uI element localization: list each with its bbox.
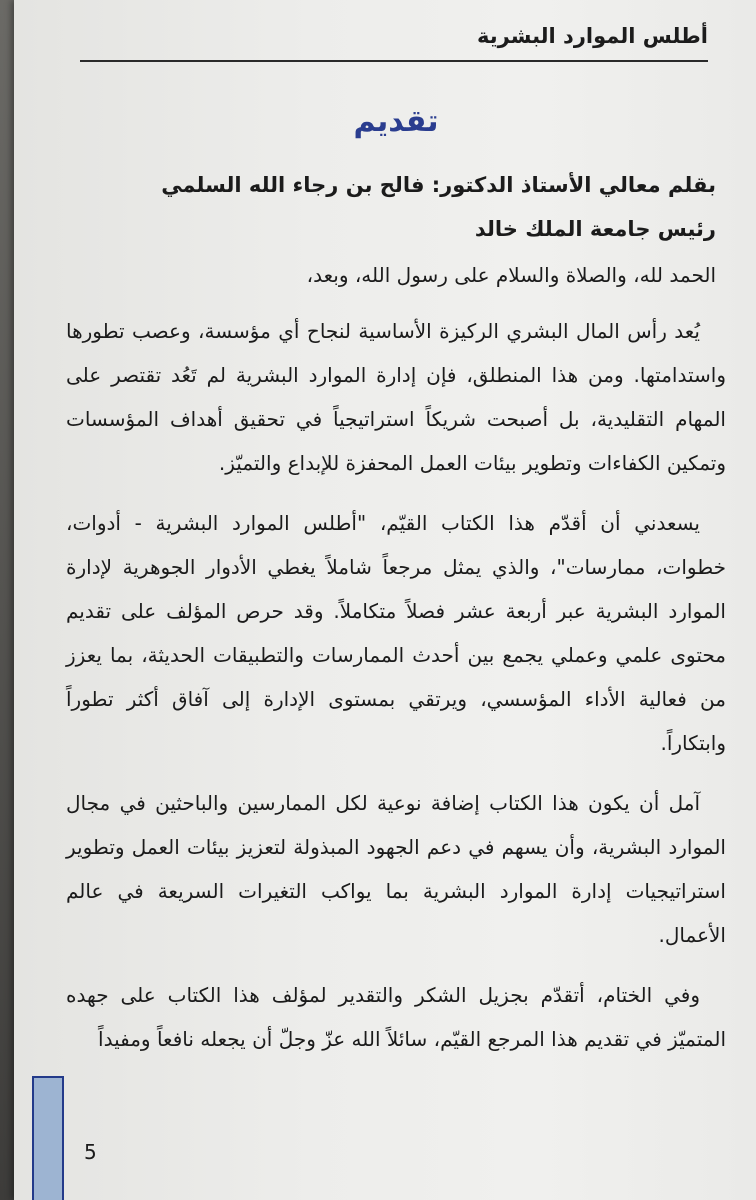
- page-heading: تقديم: [353, 104, 439, 139]
- paragraph-2: يسعدني أن أقدّم هذا الكتاب القيّم، "أطلس الموارد البشرية - أدوات، خطوات، ممارسات"، والذي يمثل مرجعاً شاملاً يغطي الأدوار الجوهرية لإدارة الموارد البشرية عبر أربعة عشر فصلاً متكاملاً. وقد حرص المؤلف على تقديم محتوى علمي وعملي يجمع بين أحدث الممارسات والتطبيقات الحديثة، بما يعزز من فعالية الأداء المؤسسي، ويرتقي بمستوى الإدارة إلى آفاق أكثر تطوراً وابتكاراً.: [66, 511, 726, 755]
- running-header: [80, 22, 708, 56]
- header-rule: [80, 60, 708, 62]
- page-content: [66, 100, 726, 1077]
- paragraph-3: آمل أن يكون هذا الكتاب إضافة نوعية لكل الممارسين والباحثين في مجال الموارد البشرية، وأن يسهم في دعم الجهود المبذولة لتعزيز بيئات العمل وتطوير استراتيجيات إدارة الموارد البشرية بما يواكب التغيرات السريعة في عالم الأعمال.: [66, 791, 726, 947]
- greeting-line: الحمد لله، والصلاة والسلام على رسول الله، وبعد،: [306, 263, 716, 287]
- book-page: [14, 0, 756, 1200]
- chapter-side-tab: [32, 1076, 64, 1200]
- author-role: رئيس جامعة الملك خالد: [474, 217, 716, 241]
- running-header-title: أطلس الموارد البشرية: [477, 24, 708, 48]
- paragraph-1: يُعد رأس المال البشري الركيزة الأساسية لنجاح أي مؤسسة، وعصب تطورها واستدامتها. ومن هذا المنطلق، فإن إدارة الموارد البشرية لم تَعُد تقتصر على المهام التقليدية، بل أصبحت شريكاً استراتيجياً في تحقيق أهداف المؤسسات وتمكين الكفاءات وتطوير بيئات العمل المحفزة للإبداع والتميّز.: [66, 319, 726, 475]
- page-number: 5: [84, 1140, 97, 1164]
- author-line: بقلم معالي الأستاذ الدكتور: فالح بن رجاء الله السلمي: [161, 173, 716, 197]
- paragraph-4: وفي الختام، أتقدّم بجزيل الشكر والتقدير لمؤلف هذا الكتاب على جهده المتميّز في تقديم هذا المرجع القيّم، سائلاً الله عزّ وجلّ أن يجعله نافعاً ومفيداً: [66, 983, 726, 1051]
